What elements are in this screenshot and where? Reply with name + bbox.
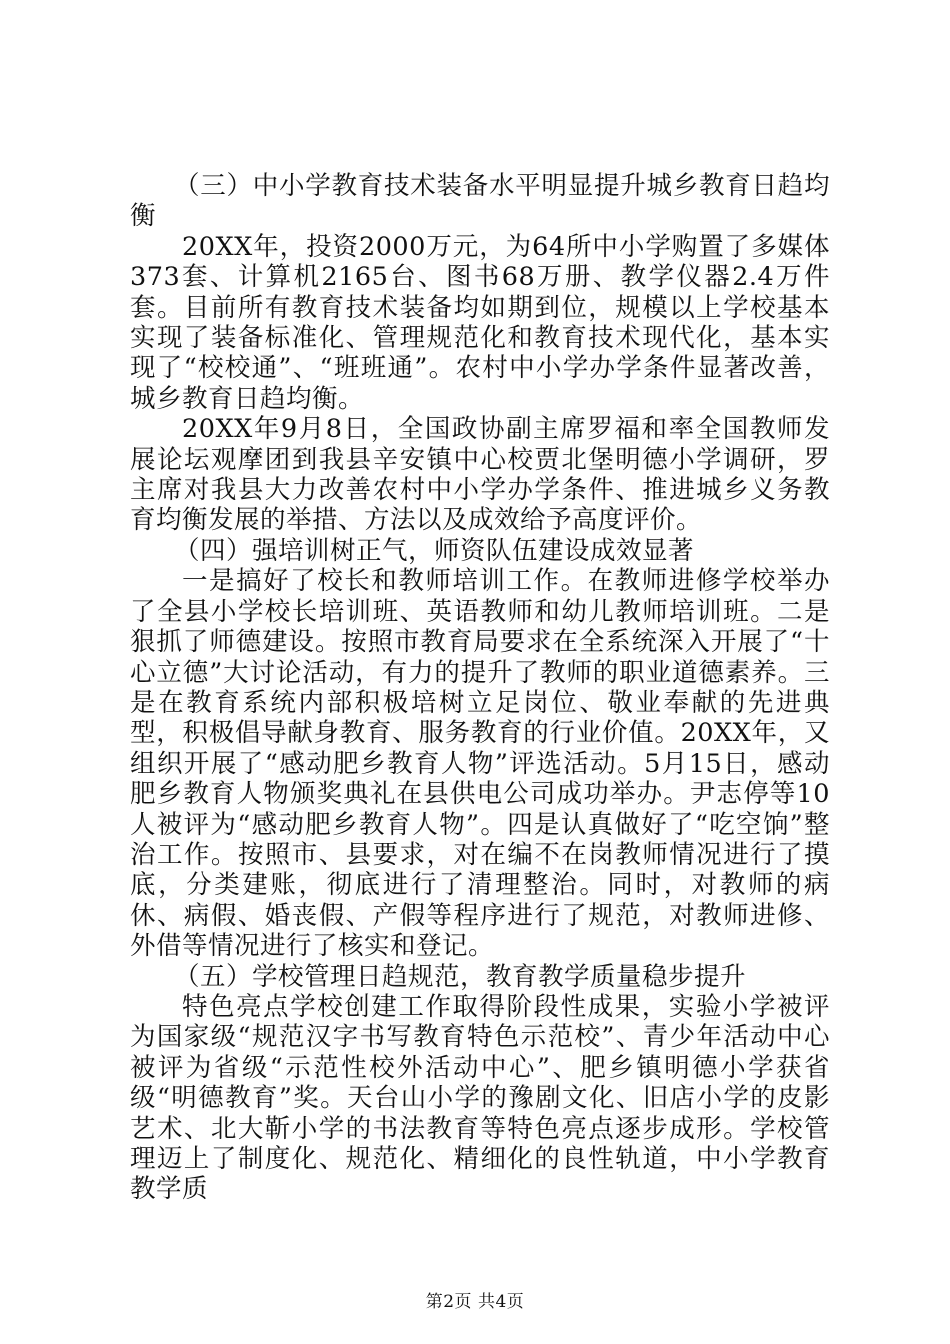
body-paragraph: 20XX年，投资2000万元，为64所中小学购置了多媒体373套、计算机2165台、图书68万册、教学仪器2.4万件套。目前所有教育技术装备均如期到位，规模以上学校基本实现了装备标准化、管理规范化和教育技术现代化，基本实现了“校校通”、“班班通”。农村中小学办学条件显著改善，城乡教育日趋均衡。	[130, 231, 830, 414]
section-heading-4: （四）强培训树正气，师资队伍建设成效显著	[174, 535, 695, 566]
page-number-footer: 第2页 共4页	[425, 1292, 525, 1312]
document-body	[130, 171, 830, 1205]
body-paragraph: 20XX年9月8日，全国政协副主席罗福和率全国教师发展论坛观摩团到我县辛安镇中心校贾北堡明德小学调研，罗主席对我县大力改善农村中小学办学条件、推进城乡义务教育均衡发展的举措、方法以及成效给予高度评价。	[130, 414, 830, 536]
section-heading-3: （三）中小学教育技术装备水平明显提升城乡教育日趋均衡	[130, 171, 830, 232]
section-heading-5: （五）学校管理日趋规范，教育教学质量稳步提升	[174, 961, 747, 992]
body-paragraph: 特色亮点学校创建工作取得阶段性成果，实验小学被评为国家级“规范汉字书写教育特色示范校”、青少年活动中心被评为省级“示范性校外活动中心”、肥乡镇明德小学获省级“明德教育”奖。天台山小学的豫剧文化、旧店小学的皮影艺术、北大靳小学的书法教育等特色亮点逐步成形。学校管理迈上了制度化、规范化、精细化的良性轨道，中小学教育教学质	[130, 991, 830, 1205]
body-paragraph: 一是搞好了校长和教师培训工作。在教师进修学校举办了全县小学校长培训班、英语教师和幼儿教师培训班。二是狠抓了师德建设。按照市教育局要求在全系统深入开展了“十心立德”大讨论活动，有力的提升了教师的职业道德素养。三是在教育系统内部积极培树立足岗位、敬业奉献的先进典型，积极倡导献身教育、服务教育的行业价值。20XX年，又组织开展了“感动肥乡教育人物”评选活动。5月15日，感动肥乡教育人物颁奖典礼在县供电公司成功举办。尹志停等10人被评为“感动肥乡教育人物”。四是认真做好了“吃空饷”整治工作。按照市、县要求，对在编不在岗教师情况进行了摸底，分类建账，彻底进行了清理整治。同时，对教师的病休、病假、婚丧假、产假等程序进行了规范，对教师进修、外借等情况进行了核实和登记。	[130, 566, 830, 962]
